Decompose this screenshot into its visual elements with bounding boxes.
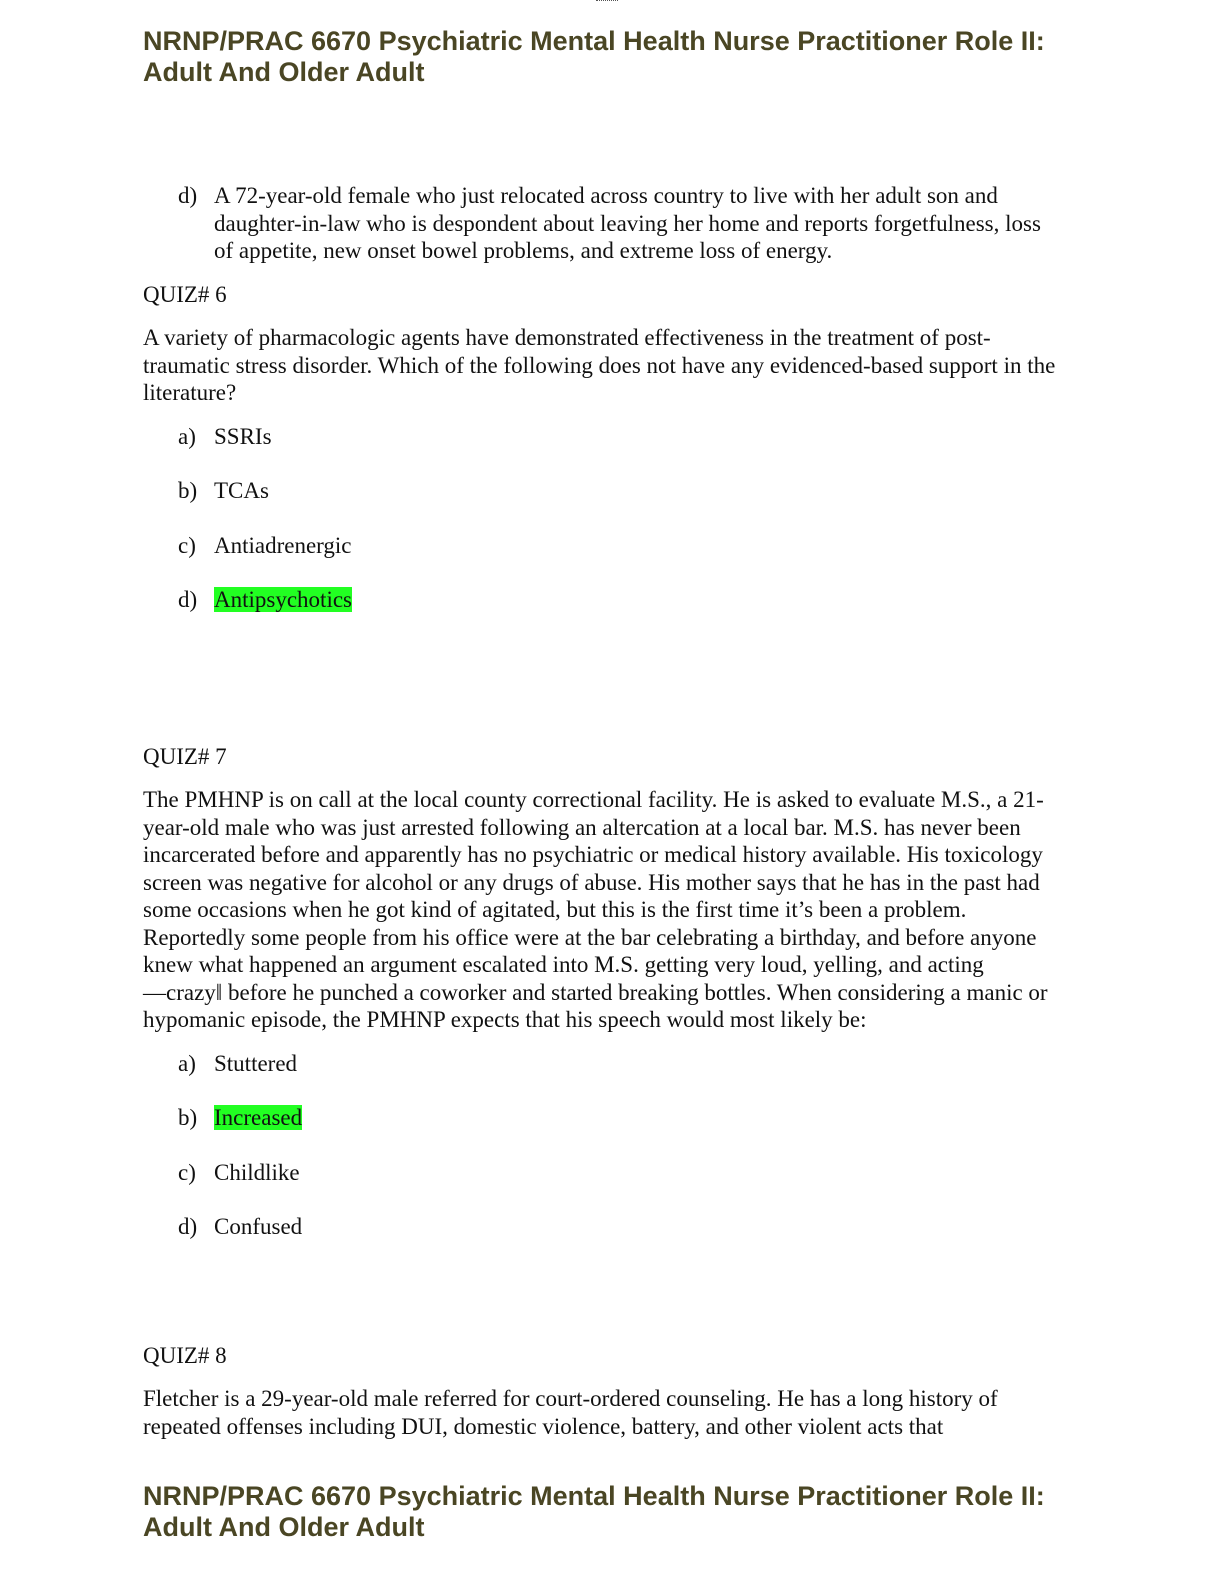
header-title-line1: NRNP/PRAC 6670 Psychiatric Mental Health Nurse Practitioner Role II: — [143, 26, 1045, 56]
quiz-8-title: QUIZ# 8 — [143, 1342, 227, 1368]
header-title-line1: NRNP/PRAC 6670 Psychiatric Mental Health Nurse Practitioner Role II: — [143, 1481, 1045, 1511]
header-title-line2: Adult And Older Adult — [143, 57, 425, 87]
option-letter: c) — [178, 1159, 196, 1185]
top-page-mark — [596, 0, 618, 4]
spacer — [143, 1268, 1063, 1342]
option-letter: b) — [178, 478, 198, 503]
quiz-6-option-b — [178, 477, 1063, 505]
option-text: TCAs — [214, 478, 269, 503]
quiz-6-title: QUIZ# 6 — [143, 281, 227, 307]
quiz-6-option-c — [178, 532, 1063, 560]
quiz-7-option-b — [178, 1104, 1063, 1132]
page-header — [143, 26, 1103, 88]
quiz-6-option-a — [178, 423, 1063, 451]
option-letter: a) — [178, 423, 196, 449]
quiz-6 — [143, 281, 1063, 614]
quiz-7-title: QUIZ# 7 — [143, 743, 227, 769]
page-footer-header — [143, 1481, 1103, 1543]
spacer — [143, 641, 1063, 743]
option-text: Antiadrenergic — [214, 532, 352, 558]
document-body — [143, 182, 1063, 1456]
quiz-8 — [143, 1342, 1063, 1441]
quiz-7 — [143, 743, 1063, 1241]
option-text: SSRIs — [214, 423, 272, 449]
option-letter: d) — [178, 587, 198, 612]
option-text: A 72-year-old female who just relocated across country to live with her adult son and daughter-in-law who is despondent about leaving her home and reports forgetfulness, loss of appetite, new onset bowel problems, and extreme loss of energy. — [214, 183, 1041, 263]
quiz-7-option-c — [178, 1159, 1063, 1187]
option-letter: b) — [178, 1105, 198, 1130]
header-title-line2: Adult And Older Adult — [143, 1512, 425, 1542]
quiz-8-question: Fletcher is a 29-year-old male referred for court-ordered counseling. He has a long history of repeated offenses including DUI, domestic violence, battery, and other violent acts that — [143, 1386, 998, 1439]
option-letter: d) — [178, 183, 198, 208]
option-text: Confused — [214, 1214, 303, 1239]
quiz-7-question: The PMHNP is on call at the local county correctional facility. He is asked to evaluate M.S., a 21-year-old male who was just arrested following an altercation at a local bar. M.S. has never been incarcerated before and apparently has no psychiatric or medical history available. His toxicology screen was negative for alcohol or any drugs of abuse. His mother says that he has in the past had some occasions when he got kind of agitated, but this is the first time it’s been a problem. Reportedly some people from his office were at the bar celebrating a birthday, and before anyone knew what happened an argument escalated into M.S. getting very loud, yelling, and acting ―crazy‖ before he punched a coworker and started breaking bottles. When considering a manic or hypomanic episode, the PMHNP expects that his speech would most likely be: — [143, 787, 1048, 1032]
quiz-6-option-d — [178, 586, 1063, 614]
highlighted-answer: Increased — [214, 1105, 303, 1130]
option-text: Stuttered — [214, 1050, 298, 1076]
option-letter: d) — [178, 1214, 198, 1239]
quiz-6-question: A variety of pharmacologic agents have demonstrated effectiveness in the treatment of post-traumatic stress disorder. Which of the following does not have any evidenced-based support in the literature? — [143, 325, 1056, 405]
option-letter: c) — [178, 532, 196, 558]
option-letter: a) — [178, 1050, 196, 1076]
option-text: Childlike — [214, 1159, 300, 1185]
quiz-7-option-a — [178, 1050, 1063, 1078]
quiz-7-option-d — [178, 1213, 1063, 1241]
highlighted-answer: Antipsychotics — [214, 587, 352, 612]
carryover-option-d — [178, 182, 1063, 265]
